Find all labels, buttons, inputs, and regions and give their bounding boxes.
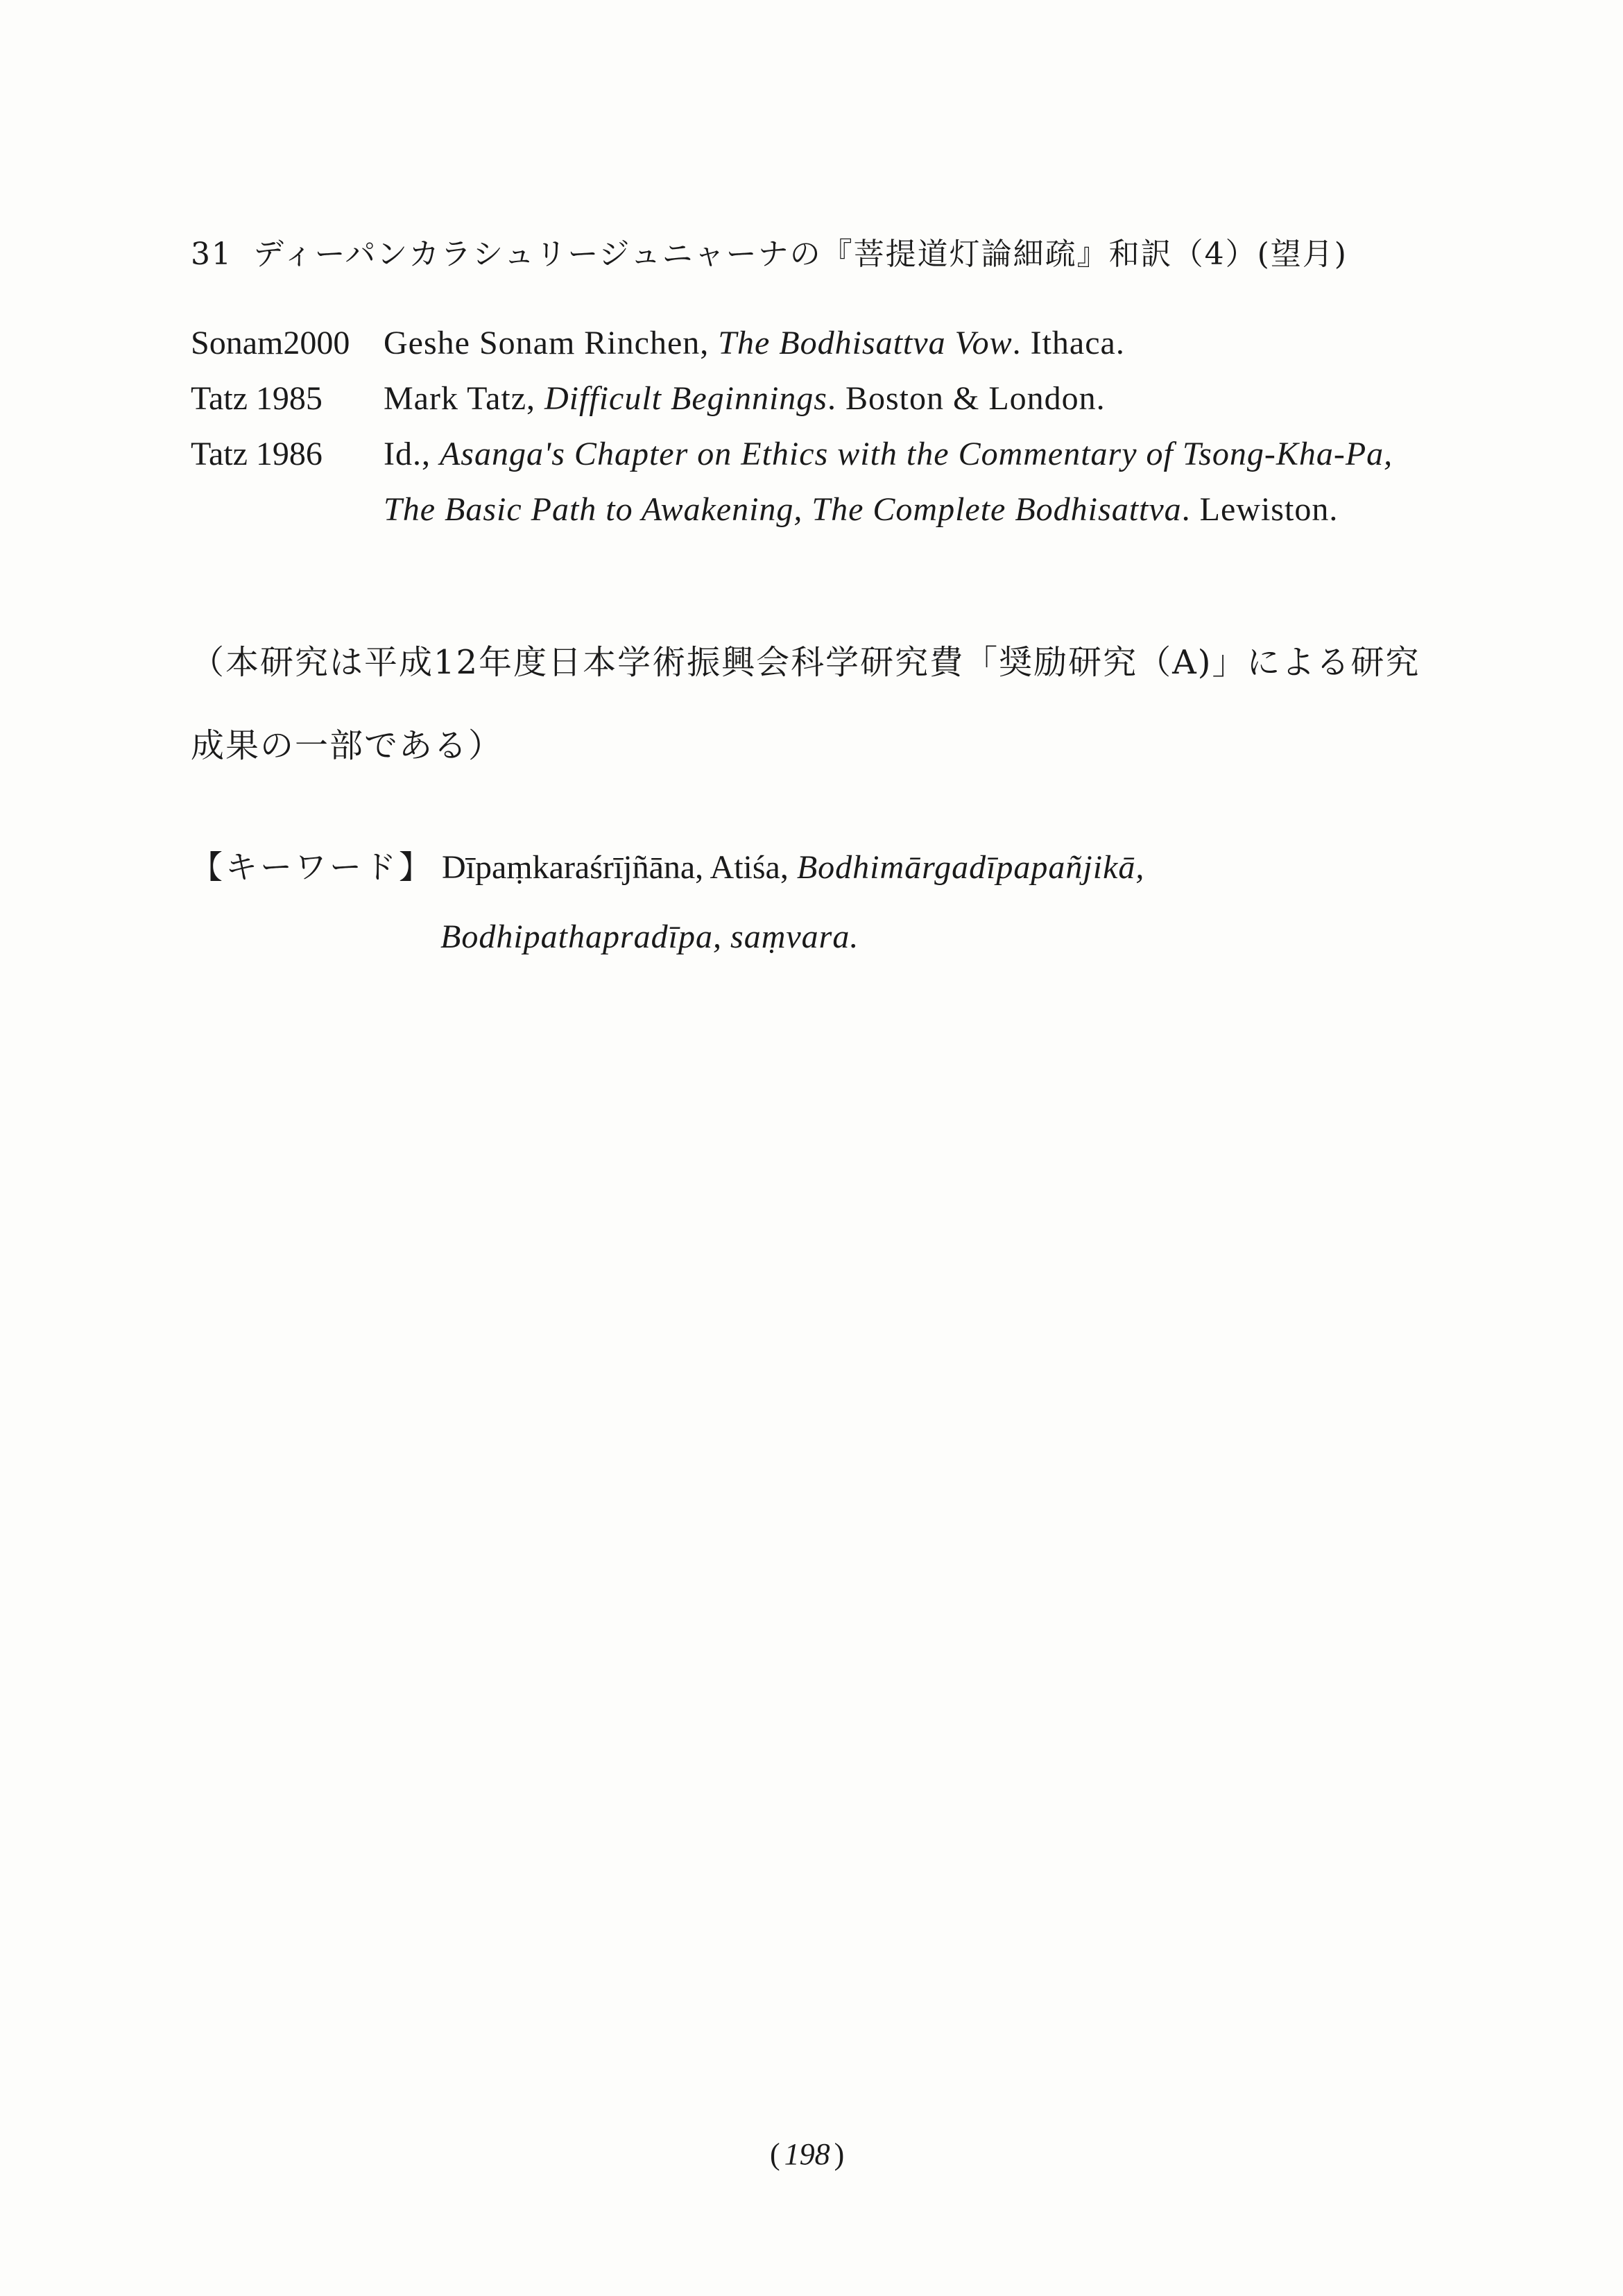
- page-number: ( 198 ): [770, 2137, 845, 2171]
- keywords-italic-term: saṃvara.: [730, 918, 859, 955]
- keywords-label: 【キーワード】: [191, 848, 433, 886]
- reference-title: Difficult Beginnings: [544, 380, 827, 417]
- reference-entry: [191, 316, 1439, 371]
- reference-entry: [191, 371, 1439, 427]
- keywords-italic-term: Bodhimārgadīpapañjikā,: [796, 849, 1145, 886]
- reference-publisher: . Lewiston.: [1181, 491, 1339, 528]
- reference-key: Sonam2000: [191, 325, 350, 361]
- acknowledgement-note: （本研究は平成12年度日本学術振興会科学研究費「奨励研究（A)」による研究成果の一部である）: [191, 643, 1420, 765]
- keywords-plain: Dīpaṃkaraśrījñāna, Atiśa,: [442, 849, 789, 886]
- reference-title: Asanga's Chapter on Ethics with the Commentary of Tsong-Kha-Pa, The Basic Path to Awakening, The Complete Bodhisattva: [384, 436, 1393, 528]
- running-head: [191, 229, 1348, 273]
- keywords-block: [191, 832, 1439, 972]
- reference-author: Id.,: [384, 436, 431, 472]
- running-head-title: ディーパンカラシュリージュニャーナの『菩提道灯論細疏』和訳（4）(望月): [253, 237, 1348, 272]
- reference-publisher: . Boston & London.: [827, 380, 1106, 417]
- reference-author: Mark Tatz,: [384, 380, 536, 417]
- reference-body: [384, 371, 1439, 427]
- article-number: 31: [191, 237, 232, 272]
- keywords-second-line: [440, 902, 1439, 972]
- page-number-value: 198: [784, 2137, 830, 2171]
- reference-entry: [191, 427, 1439, 538]
- reference-list: [191, 316, 1439, 538]
- reference-author: Geshe Sonam Rinchen,: [384, 325, 710, 361]
- reference-key: Tatz 1985: [191, 380, 323, 417]
- reference-body: [384, 316, 1439, 371]
- reference-body: [384, 427, 1439, 538]
- reference-publisher: . Ithaca.: [1012, 325, 1125, 361]
- reference-key: Tatz 1986: [191, 436, 323, 472]
- reference-title: The Bodhisattva Vow: [718, 325, 1013, 361]
- keywords-italic-term: Bodhipathapradīpa,: [440, 918, 723, 955]
